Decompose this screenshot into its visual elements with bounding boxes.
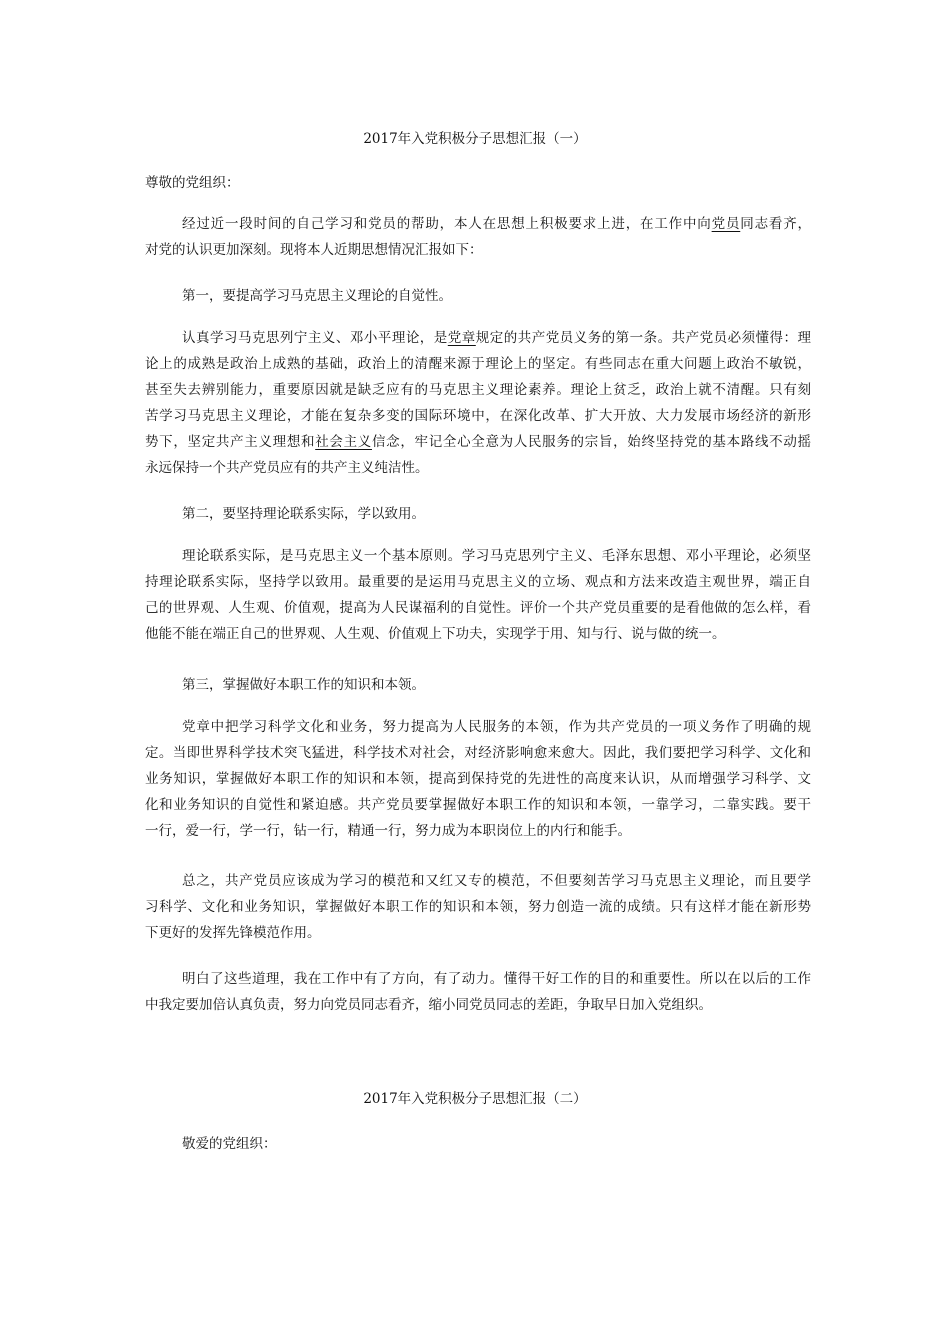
report-2-salutation: 敬爱的党组织： (182, 1136, 277, 1152)
point-2-heading: 第二，要坚持理论联系实际，学以致用。 (182, 506, 425, 522)
point-1-line-1: 认真学习马克思列宁主义、邓小平理论，是党章规定的共产党员义务的第一条。共产党员必须懂得：理 (182, 330, 812, 346)
report-1-title: 2017年入党积极分子思想汇报（一） (363, 131, 587, 147)
intro-line-2: 对党的认识更加深刻。现将本人近期思想情况汇报如下： (145, 242, 483, 258)
link-socialism[interactable]: 社会主义 (315, 434, 372, 450)
point-3-line-3: 业务知识，掌握做好本职工作的知识和本领，提高到保持党的先进性的高度来认识，从而增强学习科学、文 (145, 771, 811, 787)
link-party-member[interactable]: 党员 (711, 216, 741, 232)
point-3-paragraph (145, 714, 811, 844)
summary-line-2: 习科学、文化和业务知识，掌握做好本职工作的知识和本领，努力创造一流的成绩。只有这样才能在新形势 (145, 899, 811, 915)
point-1-heading: 第一，要提高学习马克思主义理论的自觉性。 (182, 288, 452, 304)
summary-line-1: 总之，共产党员应该成为学习的模范和又红又专的模范，不但要刻苦学习马克思主义理论，而且要学 (182, 873, 811, 889)
summary-paragraph (145, 868, 811, 946)
intro-line-1: 经过近一段时间的自己学习和党员的帮助，本人在思想上积极要求上进，在工作中向党员同志看齐， (182, 216, 812, 232)
point-2-paragraph (145, 543, 811, 647)
point-3-line-5: 一行，爱一行，学一行，钻一行，精通一行，努力成为本职岗位上的内行和能手。 (145, 823, 631, 839)
report-1-salutation: 尊敬的党组织： (145, 175, 240, 191)
point-3-line-1: 党章中把学习科学文化和业务，努力提高为人民服务的本领，作为共产党员的一项义务作了明确的规 (182, 719, 811, 735)
closing-paragraph (145, 966, 811, 1018)
point-3-line-4: 化和业务知识的自觉性和紧迫感。共产党员要掌握做好本职工作的知识和本领，一靠学习，二靠实践。要干 (145, 797, 811, 813)
summary-line-3: 下更好的发挥先锋模范作用。 (145, 925, 321, 941)
closing-line-2: 中我定要加倍认真负责，努力向党员同志看齐，缩小同党员同志的差距，争取早日加入党组织。 (145, 997, 712, 1013)
point-1-paragraph (145, 325, 811, 481)
point-3-line-2: 定。当即世界科学技术突飞猛进，科学技术对社会，对经济影响愈来愈大。因此，我们要把学习科学、文化和 (145, 745, 811, 761)
closing-line-1: 明白了这些道理，我在工作中有了方向，有了动力。懂得干好工作的目的和重要性。所以在以后的工作 (182, 971, 811, 987)
point-2-line-2: 持理论联系实际，坚持学以致用。最重要的是运用马克思主义的立场、观点和方法来改造主观世界，端正自 (145, 574, 811, 590)
point-1-line-5: 势下，坚定共产主义理想和社会主义信念，牢记全心全意为人民服务的宗旨，始终坚持党的基本路线不动摇 (145, 434, 812, 450)
point-2-line-1: 理论联系实际，是马克思主义一个基本原则。学习马克思列宁主义、毛泽东思想、邓小平理论，必须坚 (182, 548, 811, 564)
point-1-line-3: 甚至失去辨别能力，重要原因就是缺乏应有的马克思主义理论素养。理论上贫乏，政治上就不清醒。只有刻 (145, 382, 811, 398)
intro-paragraph (145, 211, 811, 263)
point-3-heading: 第三，掌握做好本职工作的知识和本领。 (182, 677, 425, 693)
link-party-constitution[interactable]: 党章 (447, 330, 476, 346)
point-2-line-4: 他能不能在端正自己的世界观、人生观、价值观上下功夫，实现学于用、知与行、说与做的统一。 (145, 626, 726, 642)
point-1-line-4: 苦学习马克思主义理论，才能在复杂多变的国际环境中，在深化改革、扩大开放、大力发展市场经济的新形 (145, 408, 811, 424)
point-2-line-3: 己的世界观、人生观、价值观，提高为人民谋福利的自觉性。评价一个共产党员重要的是看他做的怎么样，看 (145, 600, 811, 616)
point-1-line-6: 永远保持一个共产党员应有的共产主义纯洁性。 (145, 460, 429, 476)
report-2-title: 2017年入党积极分子思想汇报（二） (363, 1091, 587, 1107)
point-1-line-2: 论上的成熟是政治上成熟的基础，政治上的清醒来源于理论上的坚定。有些同志在重大问题上政治不敏锐， (145, 356, 811, 372)
